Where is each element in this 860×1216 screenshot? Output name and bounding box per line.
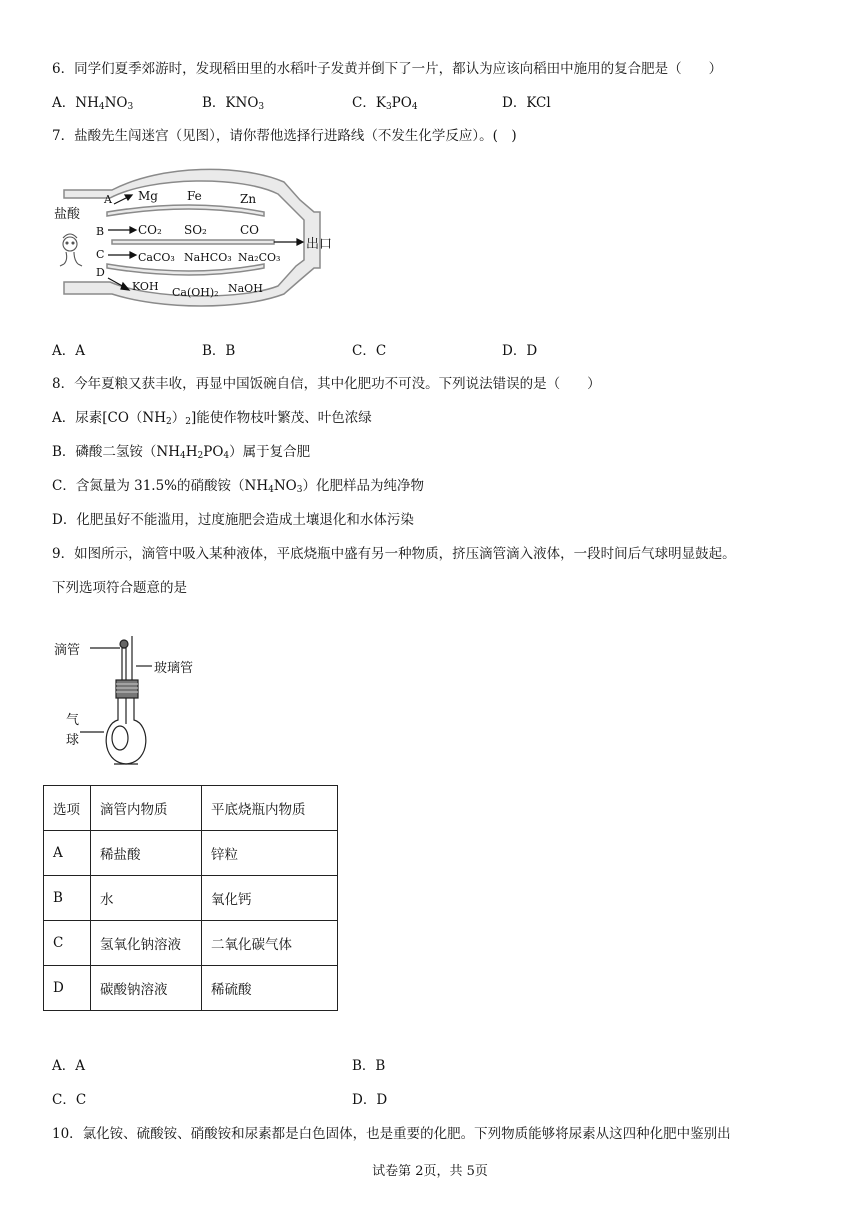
table-row: [44, 966, 338, 1011]
question-10-stem: 10．氯化铵、硫酸铵、硝酸铵和尿素都是白色固体，也是重要的化肥。下列物质能够将尿素从这四种化肥中鉴别出: [52, 1126, 731, 1142]
table-row: [44, 876, 338, 921]
flask-apparatus-figure: [52, 632, 212, 772]
table-cell: 二氧化碳气体: [202, 921, 338, 966]
page-footer: 试卷第 2页，共 5页: [372, 1164, 488, 1179]
route-b-item-2: SO₂: [184, 223, 207, 237]
exit-label: 出口: [306, 237, 333, 252]
table-cell: B: [44, 876, 91, 921]
question-7-options: [52, 341, 652, 361]
option-a[interactable]: A．尿素$[CO(NH_2)_2]$能使作物枝叶繁茂、叶色浓绿: [52, 410, 372, 427]
options-table: [43, 785, 338, 1011]
route-c-item-3: Na₂CO₃: [238, 251, 281, 264]
option-a[interactable]: A．A: [52, 1058, 85, 1074]
route-a-item-1: Mg: [138, 189, 158, 203]
start-label: 盐酸: [54, 207, 81, 222]
table-cell: C: [44, 921, 91, 966]
route-letter-b: B: [96, 225, 105, 238]
question-8-stem: 8．今年夏粮又获丰收，再显中国饭碗自信，其中化肥功不可没。下列说法错误的是（ ）: [52, 376, 601, 392]
option-d[interactable]: D．D: [502, 343, 538, 359]
option-b[interactable]: B．B: [352, 1058, 386, 1074]
table-cell: A: [44, 831, 91, 876]
route-c-item-2: NaHCO₃: [184, 251, 232, 264]
option-a[interactable]: A．A: [52, 343, 85, 359]
hydrochloric-acid-character-icon: [60, 234, 82, 266]
route-d-item-3: NaOH: [228, 282, 263, 295]
option-c[interactable]: C．C: [352, 343, 387, 359]
table-header-row: [44, 786, 338, 831]
table-cell: 氧化钙: [202, 876, 338, 921]
option-d[interactable]: D．KCl: [502, 95, 551, 111]
route-b-item-3: CO: [240, 223, 260, 237]
route-letter-c: C: [96, 248, 105, 261]
table-cell: 稀盐酸: [91, 831, 202, 876]
question-6-stem: 6．同学们夏季郊游时，发现稻田里的水稻叶子发黄并倒下了一片，都认为应该向稻田中施用的复合肥是（ ）: [52, 61, 723, 77]
option-d[interactable]: D．化肥虽好不能滥用，过度施肥会造成土壤退化和水体污染: [52, 512, 414, 528]
option-c[interactable]: C．C: [52, 1092, 87, 1108]
route-letter-d: D: [96, 266, 105, 279]
table-cell: 氢氧化钠溶液: [91, 921, 202, 966]
option-d[interactable]: D．D: [352, 1092, 388, 1108]
question-9-stem-line-2: 下列选项符合题意的是: [52, 580, 187, 596]
route-d-item-1: KOH: [132, 280, 159, 293]
table-header: 选项: [44, 786, 91, 831]
glass-tube-label: 玻璃管: [154, 661, 194, 676]
table-cell: 水: [91, 876, 202, 921]
route-c-item-1: CaCO₃: [138, 251, 175, 264]
balloon-label-2: 球: [66, 733, 80, 748]
option-a[interactable]: A．$NH_4NO_3$: [52, 95, 134, 112]
maze-figure: [52, 160, 352, 310]
option-b[interactable]: B．$KNO_3$: [202, 95, 265, 112]
dropper-label: 滴管: [54, 643, 81, 658]
option-c[interactable]: C．含氮量为 31.5%的硝酸铵$(NH_4NO_3)$化肥样品为纯净物: [52, 478, 424, 495]
table-cell: 稀硫酸: [202, 966, 338, 1011]
route-b-item-1: CO₂: [138, 223, 162, 237]
table-cell: D: [44, 966, 91, 1011]
option-b[interactable]: B．B: [202, 343, 236, 359]
route-letter-a: A: [104, 193, 112, 206]
route-a-item-2: Fe: [187, 189, 202, 203]
table-cell: 锌粒: [202, 831, 338, 876]
table-header: 滴管内物质: [91, 786, 202, 831]
question-7-stem: 7．盐酸先生闯迷宫（见图），请你帮他选择行进路线（不发生化学反应）。( ): [52, 128, 517, 144]
question-9-stem-line-1: 9．如图所示，滴管中吸入某种液体，平底烧瓶中盛有另一种物质，挤压滴管滴入液体，一段时间后气球明显鼓起。: [52, 546, 736, 562]
question-6-options: [52, 93, 652, 113]
route-a-item-3: Zn: [240, 192, 257, 206]
option-b[interactable]: B．磷酸二氢铵$(NH_4H_2PO_4)$属于复合肥: [52, 444, 311, 461]
route-d-item-2: Ca(OH)₂: [172, 286, 219, 299]
question-9-options-row-2: [52, 1090, 502, 1110]
table-row: [44, 831, 338, 876]
option-c[interactable]: C．$K_3PO_4$: [352, 95, 418, 112]
table-header: 平底烧瓶内物质: [202, 786, 338, 831]
question-9-options-row-1: [52, 1056, 502, 1076]
table-cell: 碳酸钠溶液: [91, 966, 202, 1011]
balloon-label-1: 气: [66, 713, 80, 728]
table-row: [44, 921, 338, 966]
